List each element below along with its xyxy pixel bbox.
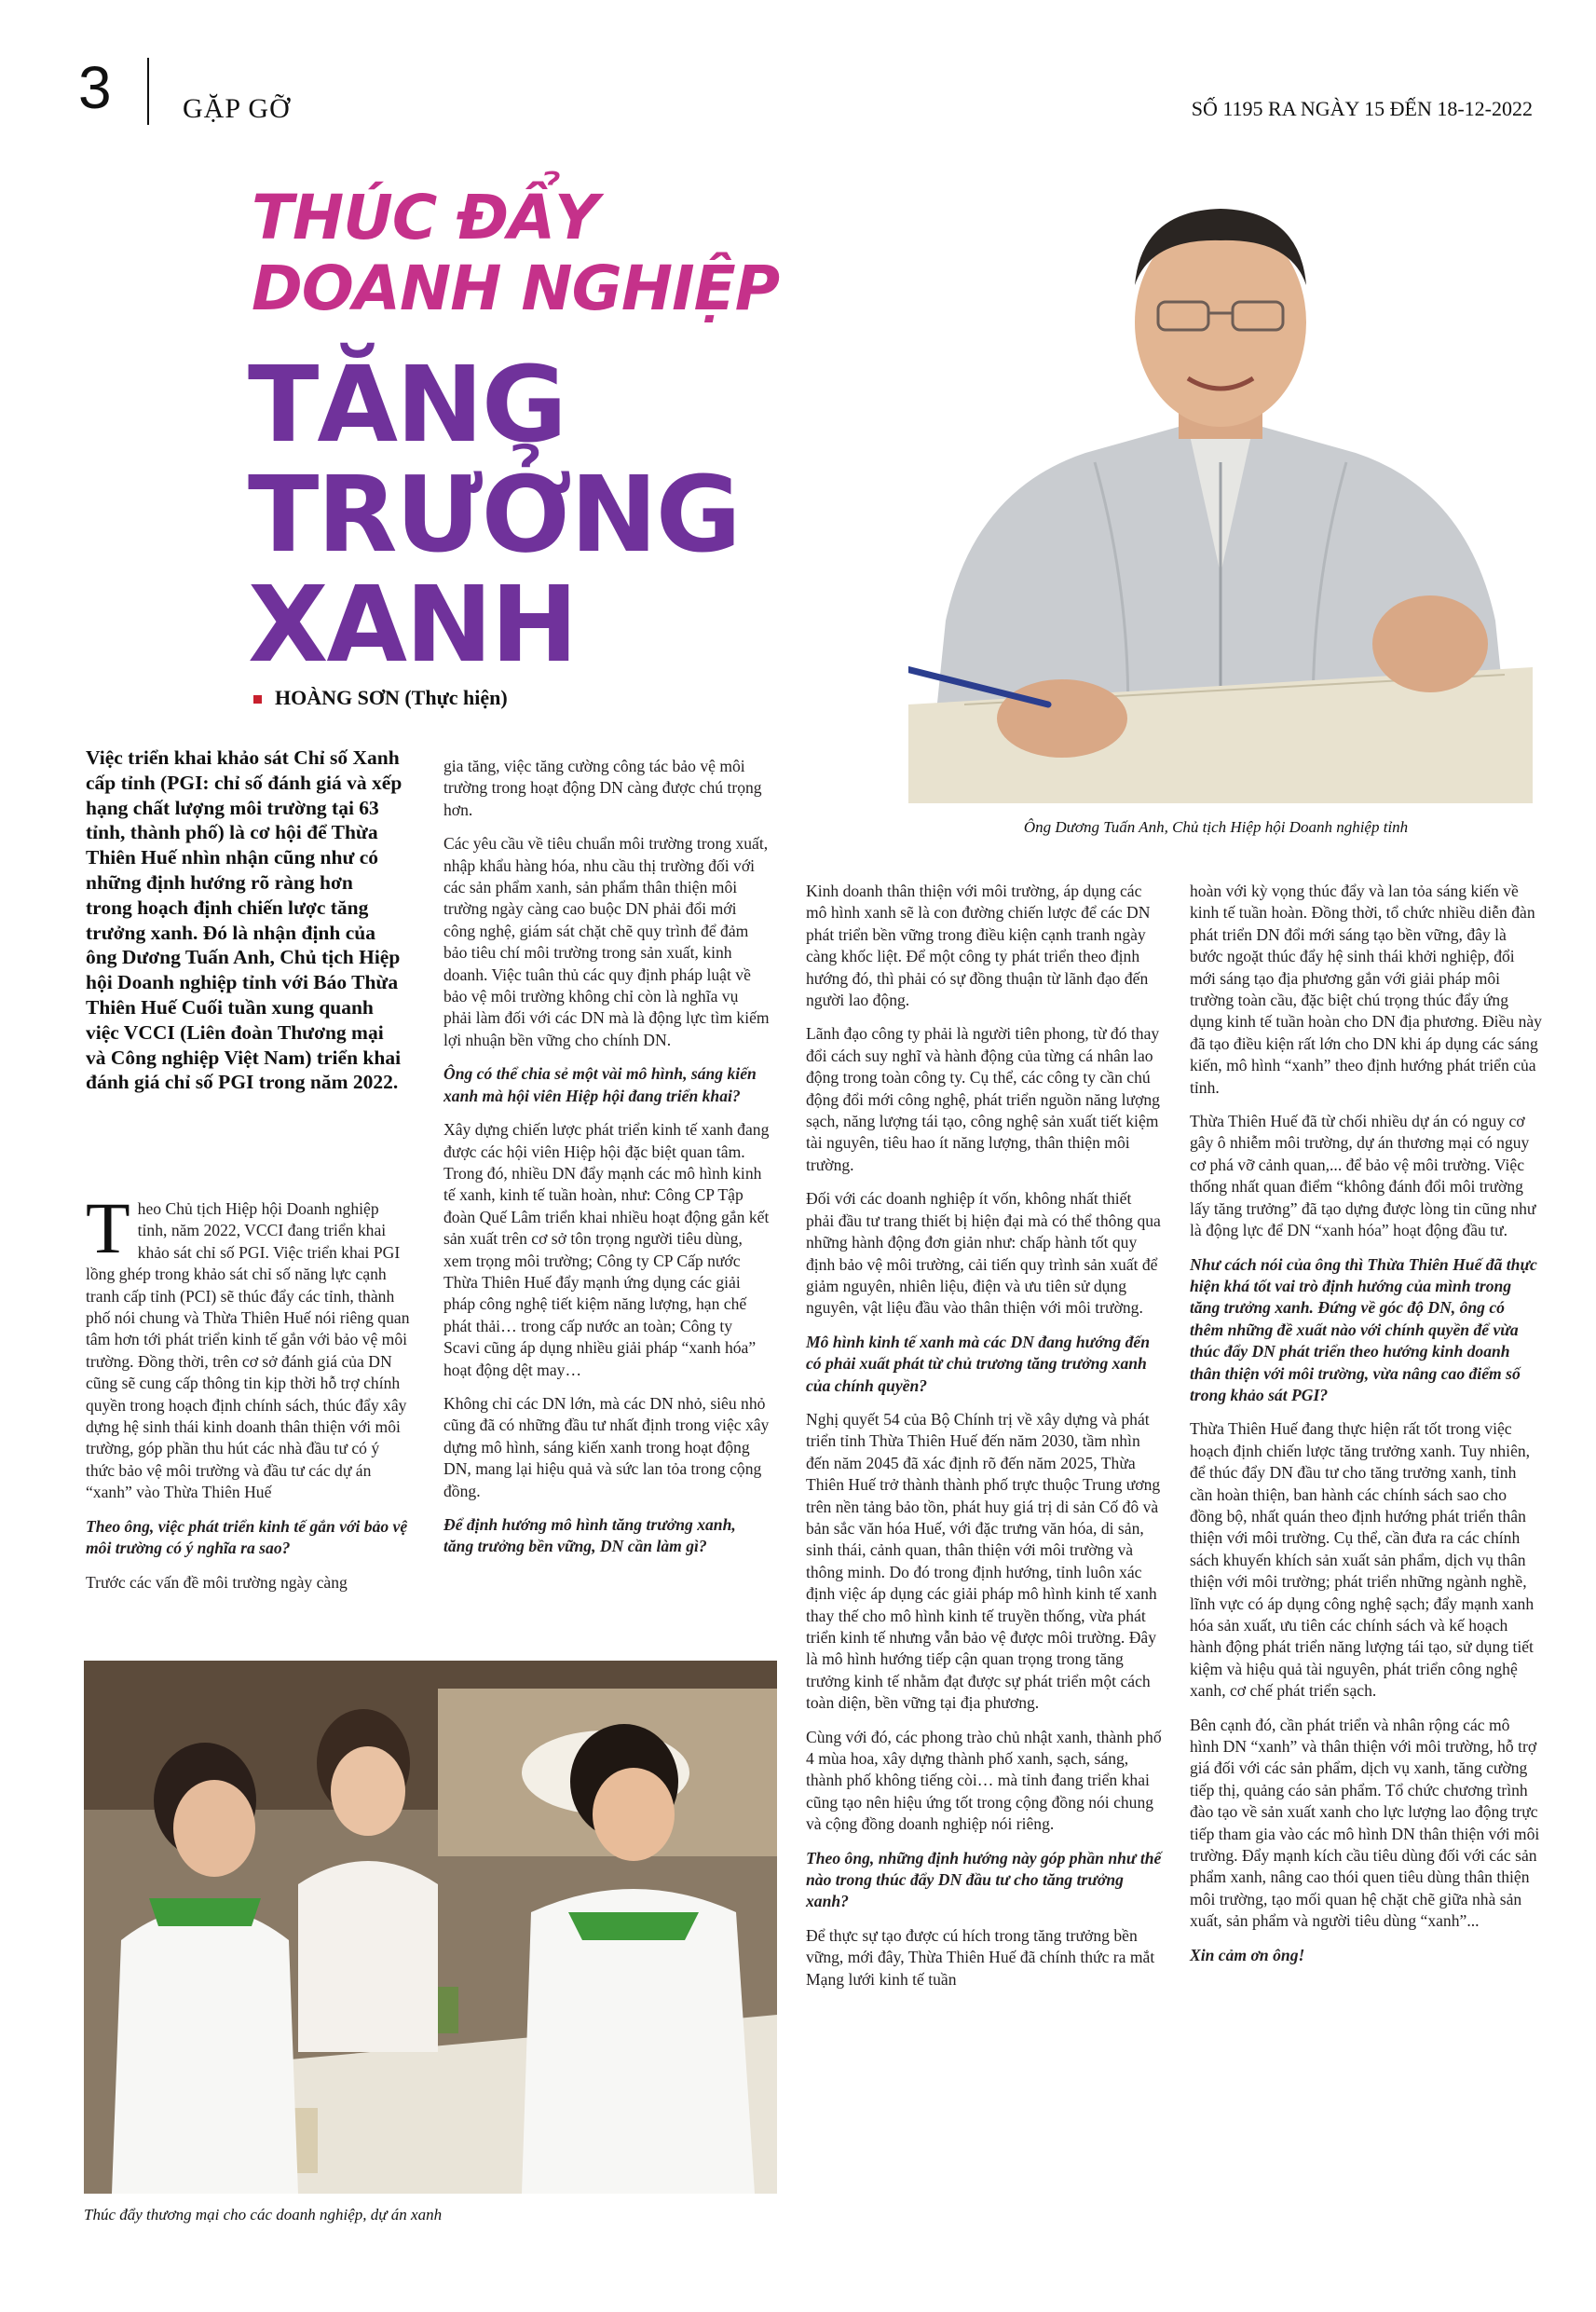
paragraph: Xây dựng chiến lược phát triển kinh tế xanh đang được các hội viên Hiệp hội đặc biệt quan tâm. Trong đó, nhiều DN đẩy mạnh các mô hình kinh tế xanh, kinh tế tuần hoàn, như: Công CP Tập đoàn Quế Lâm triển khai nhiều hoạt động gắn kết sản xuất trên cơ sở tôn trọng người tiêu dùng, xem trọng môi trường; Công ty CP Cấp nước Thừa Thiên Huế đẩy mạnh ứng dụng các giải pháp công nghệ tiết kiệm năng lượng, hạn chế phát thải… trong cấp nước an toàn; Công ty Scavi cũng áp dụng nhiều giải pháp “xanh hóa” hoạt động dệt may… [443,1120,770,1379]
interview-question: Ông có thể chia sẻ một vài mô hình, sáng kiến xanh mà hội viên Hiệp hội đang triển khai? [443,1064,757,1105]
headline-line-2: DOANH NGHIỆP [252,253,780,324]
interview-question: Để định hướng mô hình tăng trưởng xanh, tăng trưởng bền vững, DN cần làm gì? [443,1515,736,1556]
byline-text: HOÀNG SƠN (Thực hiện) [275,686,508,709]
paragraph: Bên cạnh đó, cần phát triển và nhân rộng các mô hình DN “xanh” và thân thiện với môi trường, hỗ trợ giá đối với các sản phẩm, dịch vụ xanh, tăng cường tiếp thị, quảng cáo sản phẩm. Tổ chức chương trình đào tạo về sản xuất xanh cho lực lượng lao động trực tiếp tham gia vào các mô hình DN thân thiện với môi trường. Đẩy mạnh kích cầu tiêu dùng đối với các sản phẩm xanh, nâng cao thói quen tiêu dùng thân thiện môi trường, tạo mối quan hệ chặt chẽ giữa nhà sản xuất, sản phẩm và người tiêu dùng “xanh”... [1190,1715,1540,1931]
headline-line-1: THÚC ĐẨY [252,182,598,253]
paragraph: hoàn với kỳ vọng thúc đẩy và lan tỏa sáng kiến về kinh tế tuần hoàn. Đồng thời, tổ chức nhiều diễn đàn phát triển DN đổi mới sáng tạo bền vững, đây là bước ngoặt thúc đẩy hệ sinh thái khởi nghiệp, đổi mới sáng tạo địa phương gắn với giải pháp môi trường toàn cầu, đặc biệt chú trọng thúc đẩy ứng dụng kinh tế tuần hoàn cho DN địa phương. Điều này đã tạo điều kiện rất lớn cho DN khi áp dụng các sáng kiến, mô hình “xanh” theo định hướng phát triển của tỉnh. [1190,882,1542,1097]
paragraph: Lãnh đạo công ty phải là người tiên phong, từ đó thay đổi cách suy nghĩ và hành động của từng cá nhân lao động trong toàn công ty. Cụ thể, các công ty cần chú động đổi mới công nghệ, phát triển nguồn năng lượng sạch, năng lượng tái tạo, công nghệ sản xuất tiết kiệm tài nguyên, tiêu hao ít năng lượng, thân thiện môi trường. [806,1024,1160,1174]
paragraph: Thừa Thiên Huế đang thực hiện rất tốt trong việc hoạch định chiến lược tăng trưởng xanh. Tuy nhiên, để thúc đẩy DN đầu tư cho tăng trưởng xanh, tỉnh cần hoàn thiện, ban hành các chính sách sao cho đồng bộ, nhất quán theo định hướng phát triển thân thiện với môi trường. Cụ thể, cần đưa ra các chính sách khuyến khích sản xuất sản phẩm, dịch vụ thân thiện với môi trường; phát triển những ngành nghề, lĩnh vực có áp dụng công nghệ sạch; đẩy mạnh xanh hóa sản xuất, ưu tiên các chính sách và kế hoạch hành động phát triển năng lượng tái tạo, sử dụng tiết kiệm và hiệu quả tài nguyên, phát triển công nghệ xanh, cơ chế phát triển sạch. [1190,1419,1535,1701]
paragraph: Kinh doanh thân thiện với môi trường, áp dụng các mô hình xanh sẽ là con đường chiến lược để các DN phát triển bền vững trong điều kiện cạnh tranh ngày càng khốc liệt. Để một công ty phát triển theo định hướng đó, thì phải có sự đồng thuận từ lãnh đạo đến người lao động. [806,882,1151,1010]
page-number: 3 [78,54,112,121]
paragraph: Cùng với đó, các phong trào chủ nhật xanh, thành phố 4 mùa hoa, xây dựng thành phố xanh, sạch, sáng, thành phố không tiếng còi… mà tỉnh đang triển khai cũng tạo nên hiệu ứng tốt trong cộng đồng nói chung và cộng đồng doanh nghiệp nói riêng. [806,1727,1162,1834]
portrait-photo [908,183,1533,803]
trade-fair-photo [84,1661,777,2194]
paragraph [86,1187,410,1504]
drop-cap: T [86,1187,130,1268]
paragraph: Không chỉ các DN lớn, mà các DN nhỏ, siêu nhỏ cũng đã có những đầu tư nhất định trong việc xây dựng mô hình, sáng kiến xanh trong hoạt động DN, mang lại hiệu quả và sức lan tỏa trong cộng đồng. [443,1393,770,1500]
article-column-2 [443,756,770,1570]
paragraph: Thừa Thiên Huế đã từ chối nhiều dự án có nguy cơ gây ô nhiễm môi trường, dự án thương mại có nguy cơ phá vỡ cảnh quan,... để bảo vệ môi trường. Việc thống nhất quan điểm “không đánh đổi môi trường lấy tăng trưởng” đã tạo dựng được lòng tin cũng như là động lực để DN “xanh hóa” hoạt động đầu tư. [1190,1112,1536,1240]
interview-question: Theo ông, những định hướng này góp phần như thế nào trong thúc đẩy DN đầu tư cho tăng trưởng xanh? [806,1848,1162,1911]
paragraph: Để thực sự tạo được cú hích trong tăng trưởng bền vững, mới đây, Thừa Thiên Huế đã chính thức ra mắt Mạng lưới kinh tế tuần [806,1925,1155,1989]
paragraph: Các yêu cầu về tiêu chuẩn môi trường trong xuất, nhập khẩu hàng hóa, nhu cầu thị trường đối với các sản phẩm xanh, sản phẩm thân thiện môi trường ngày càng cao buộc DN phải đổi mới công nghệ, giám sát chặt chẽ quy trình để đảm bảo tiêu chí môi trường trong sản xuất, kinh doanh. Việc tuân thủ các quy định pháp luật về bảo vệ môi trường không chỉ còn là nghĩa vụ phải làm đối với các DN mà là động lực tìm kiếm lợi nhuận bền vững cho chính DN. [443,834,770,1049]
header-divider [147,58,149,125]
closing-line: Xin cảm ơn ông! [1190,1945,1305,1964]
interview-question: Mô hình kinh tế xanh mà các DN đang hướng đến có phải xuất phát từ chủ trương tăng trưởng xanh của chính quyền? [806,1332,1151,1395]
interview-question: Theo ông, việc phát triển kinh tế gắn với bảo vệ môi trường có ý nghĩa ra sao? [86,1516,408,1558]
headline-main [248,345,740,686]
interview-question: Như cách nói của ông thì Thừa Thiên Huế đã thực hiện khá tốt vai trò định hướng của mình trong tăng trưởng xanh. Đứng về góc độ DN, ông có thêm những đề xuất nào với chính quyền để vừa thúc đẩy DN phát triển theo hướng kinh doanh thân thiện với môi trường, vừa nâng cao điểm số trong khảo sát PGI? [1190,1254,1537,1404]
paragraph: Đối với các doanh nghiệp ít vốn, không nhất thiết phải đầu tư trang thiết bị hiện đại mà có thể thông qua những hành động đơn giản như: chấp hành tốt quy định bảo vệ môi trường, cải tiến quy trình sản xuất để giảm nguyên, nhiên liệu, điện và ưu tiên sử dụng nguyên, vật liệu đầu vào thân thiện với môi trường. [806,1189,1161,1318]
lead-paragraph: Việc triển khai khảo sát Chỉ số Xanh cấp tỉnh (PGI: chỉ số đánh giá và xếp hạng chất lượng môi trường tại 63 tỉnh, thành phố) là cơ hội để Thừa Thiên Huế nhìn nhận cũng như có những định hướng rõ ràng hơn trong hoạch định chiến lược tăng trưởng xanh. Đó là nhận định của ông Dương Tuấn Anh, Chủ tịch Hiệp hội Doanh nghiệp tỉnh với Báo Thừa Thiên Huế Cuối tuần xung quanh việc VCCI (Liên đoàn Thương mại và Công nghiệp Việt Nam) triển khai đánh giá chỉ số PGI trong năm 2022. [86,746,402,1094]
headline-line-3: TĂNG [248,345,566,466]
issue-info: SỐ 1195 RA NGÀY 15 ĐẾN 18-12-2022 [1191,97,1533,120]
photo-caption: Thúc đẩy thương mại cho các doanh nghiệp, dự án xanh [84,2206,443,2223]
headline-line-4: TRƯỞNG [248,455,740,576]
byline-bullet-icon [253,695,262,704]
paragraph: Nghị quyết 54 của Bộ Chính trị về xây dựng và phát triển tỉnh Thừa Thiên Huế đến năm 2030, tầm nhìn đến năm 2045 đã xác định rõ đến năm 2025, Thừa Thiên Huế trở thành thành phố trực thuộc Trung ương trên nền tảng bảo tồn, phát huy giá trị di sản Cố đô và bản sắc văn hóa Huế, với đặc trưng văn hóa, di sản, sinh thái, cảnh quan, thân thiện với môi trường và thông minh. Do đó trong định hướng, tỉnh luôn xác định việc áp dụng các giải pháp mô hình kinh tế xanh thay thế cho mô hình kinh tế truyền thống, vừa phát triển kinh tế nhưng vẫn bảo vệ được môi trường. Đây là mô hình hướng tiếp cận quan trọng trong tăng trưởng kinh tế nhằm đạt được sự phát triển một cách toàn diện, bền vững tại địa phương. [806,1409,1161,1713]
byline [253,686,508,710]
article-column-1 [86,1187,410,1606]
portrait-caption: Ông Dương Tuấn Anh, Chủ tịch Hiệp hội Doanh nghiệp tỉnh [1023,818,1409,836]
headline-top [252,183,779,324]
headline-line-5: XANH [248,565,577,686]
paragraph: Trước các vấn đề môi trường ngày càng [86,1572,348,1592]
paragraph: gia tăng, việc tăng cường công tác bảo vệ môi trường trong hoạt động DN càng được chú trọng hơn. [443,757,762,819]
paragraph-text: heo Chủ tịch Hiệp hội Doanh nghiệp tỉnh, năm 2022, VCCI đang triển khai khảo sát chỉ số PGI. Việc triển khai PGI lồng ghép trong khảo sát chỉ số năng lực cạnh tranh cấp tỉnh (PCI) sẽ thúc đẩy các tỉnh, thành phố nói chung và Thừa Thiên Huế nói riêng quan tâm hơn tới phát triển kinh tế gắn với bảo vệ môi trường. Đồng thời, trên cơ sở đánh giá của DN cũng sẽ cung cấp thông tin kịp thời hỗ trợ chính quyền trong hoạch định chính sách, thúc đẩy xây dựng hệ sinh thái kinh doanh thân thiện với môi trường, góp phần thu hút các nhà đầu tư có ý thức bảo vệ môi trường và đầu tư các dự án “xanh” vào Thừa Thiên Huế [86,1199,410,1502]
section-name: GẶP GỠ [183,93,291,124]
article-column-3 [806,881,1164,2003]
article-column-4 [1190,881,1542,1978]
